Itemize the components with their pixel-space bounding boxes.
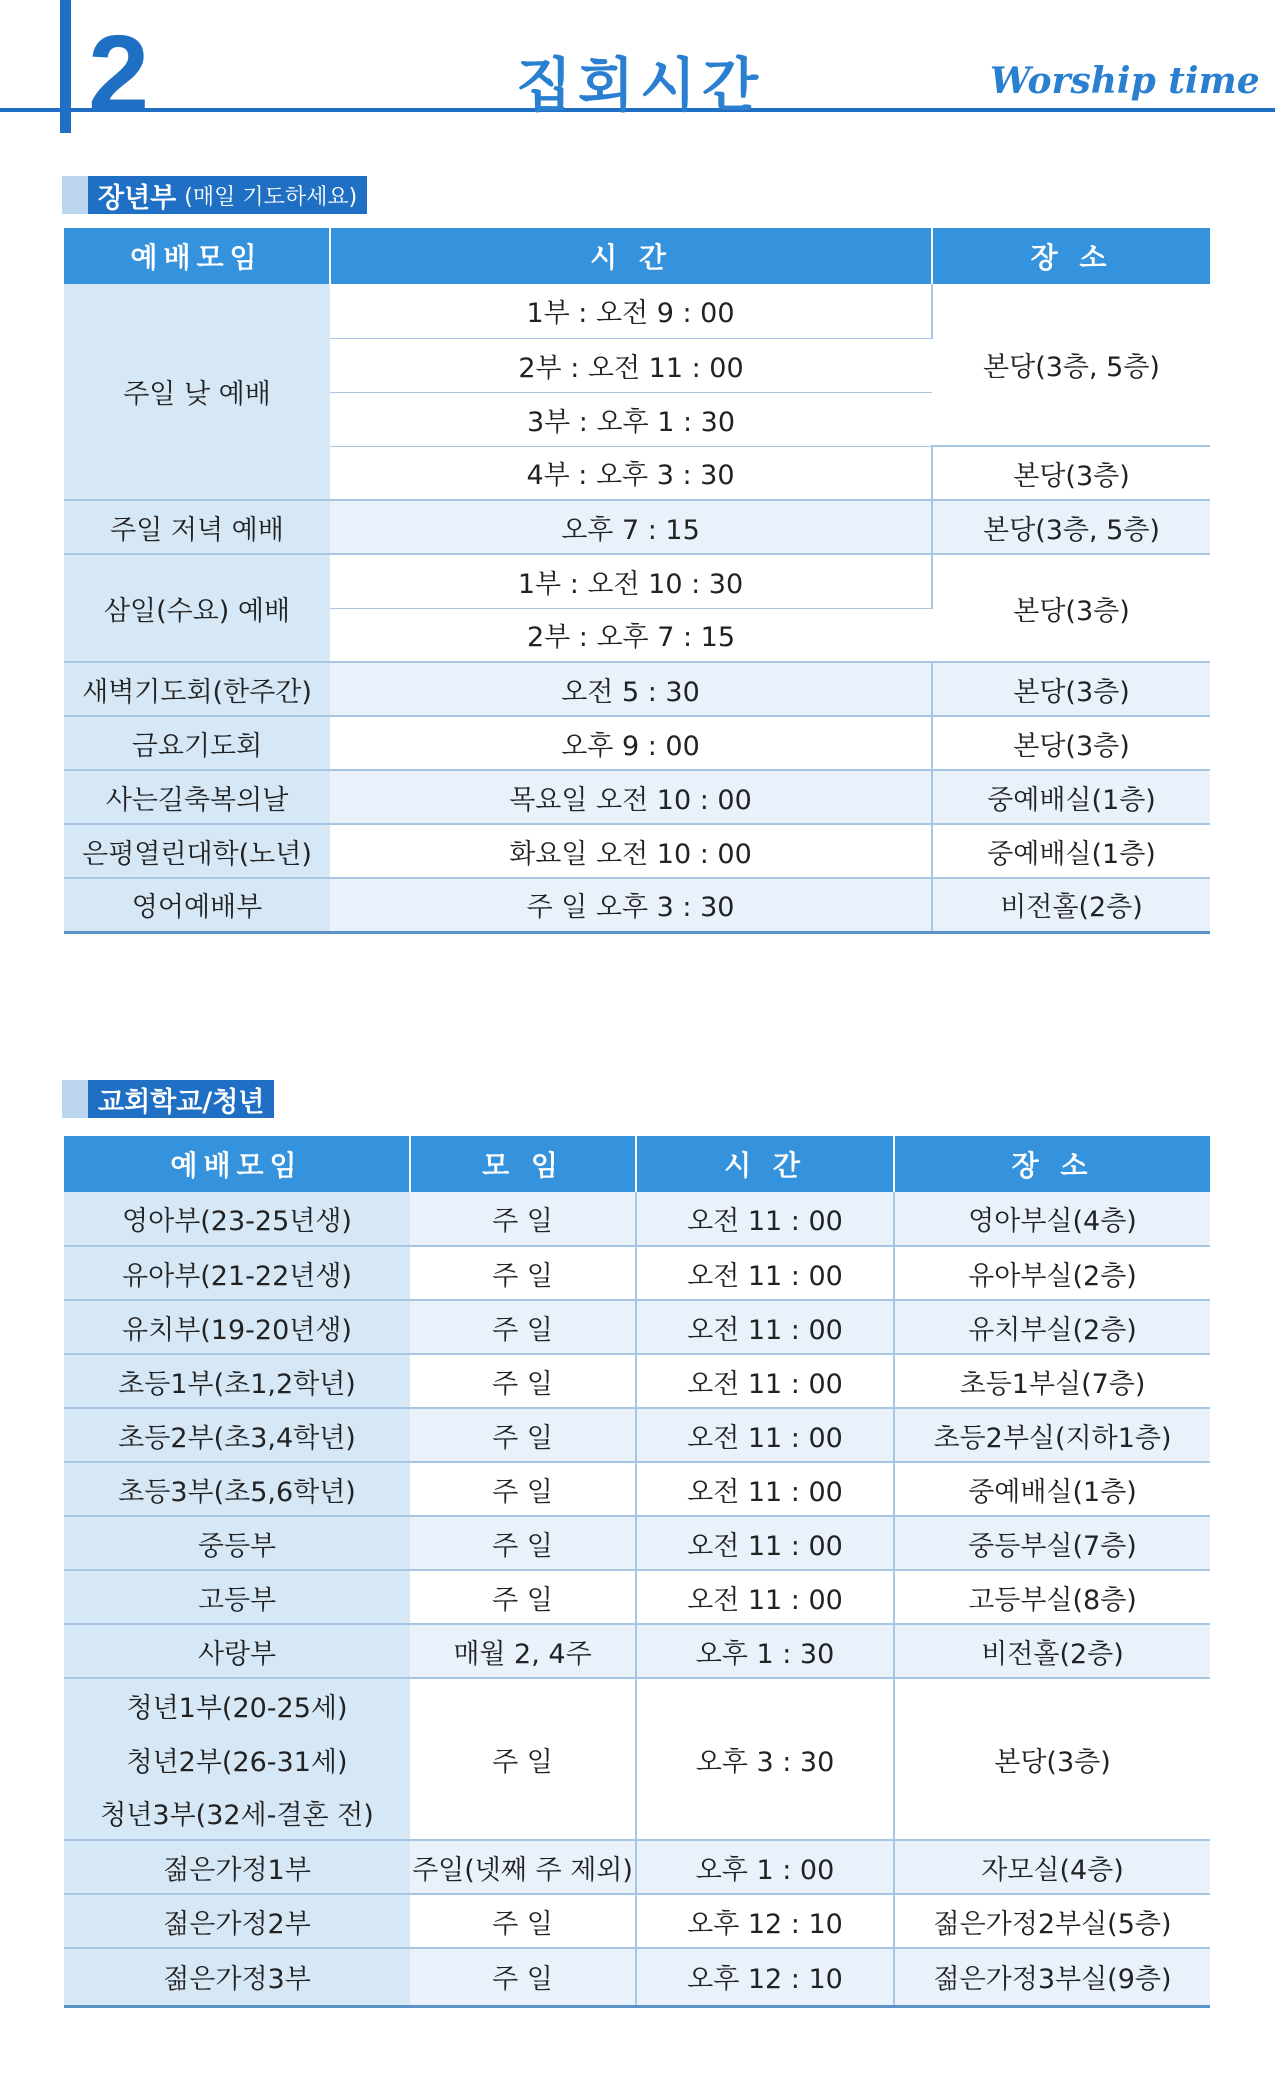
group-place: 유아부실(2층) bbox=[894, 1246, 1210, 1300]
table-row bbox=[64, 554, 1210, 608]
group-name: 영아부(23-25년생) bbox=[64, 1192, 410, 1246]
section-title-box bbox=[88, 1080, 274, 1118]
service-place: 본당(3층) bbox=[932, 554, 1210, 662]
col-header: 장 소 bbox=[932, 228, 1210, 284]
group-meet: 주 일 bbox=[410, 1408, 636, 1462]
group-time: 오전 11 : 00 bbox=[636, 1246, 894, 1300]
group-name: 초등3부(초5,6학년) bbox=[64, 1462, 410, 1516]
group-name: 초등1부(초1,2학년) bbox=[64, 1354, 410, 1408]
group-name: 유치부(19-20년생) bbox=[64, 1300, 410, 1354]
table-header-row bbox=[64, 1136, 1210, 1192]
group-name: 젊은가정1부 bbox=[64, 1840, 410, 1894]
group-place: 젊은가정2부실(5층) bbox=[894, 1894, 1210, 1948]
group-name: 청년1부(20-25세) bbox=[64, 1678, 410, 1732]
school-youth-schedule-table bbox=[64, 1136, 1210, 2008]
group-meet: 주 일 bbox=[410, 1354, 636, 1408]
table-row bbox=[64, 284, 1210, 338]
group-place: 자모실(4층) bbox=[894, 1840, 1210, 1894]
group-name: 청년3부(32세-결혼 전) bbox=[64, 1786, 410, 1840]
service-time: 2부 : 오후 7 : 15 bbox=[330, 608, 932, 662]
group-name: 청년2부(26-31세) bbox=[64, 1732, 410, 1786]
service-time: 화요일 오전 10 : 00 bbox=[330, 824, 932, 878]
service-place: 본당(3층) bbox=[932, 662, 1210, 716]
page-number: 2 bbox=[88, 13, 150, 136]
group-meet: 주일(넷째 주 제외) bbox=[410, 1840, 636, 1894]
service-place: 중예배실(1층) bbox=[932, 824, 1210, 878]
table-row bbox=[64, 1624, 1210, 1678]
section-label-adults bbox=[62, 176, 367, 214]
table-row bbox=[64, 1300, 1210, 1354]
group-meet: 주 일 bbox=[410, 1948, 636, 2006]
group-meet: 주 일 bbox=[410, 1894, 636, 1948]
section-accent bbox=[62, 1080, 88, 1118]
col-header: 예배모임 bbox=[64, 228, 330, 284]
group-name: 초등2부(초3,4학년) bbox=[64, 1408, 410, 1462]
group-name: 젊은가정2부 bbox=[64, 1894, 410, 1948]
group-place: 젊은가정3부실(9층) bbox=[894, 1948, 1210, 2006]
group-meet: 주 일 bbox=[410, 1516, 636, 1570]
group-time: 오후 1 : 30 bbox=[636, 1624, 894, 1678]
col-header: 예배모임 bbox=[64, 1136, 410, 1192]
group-time: 오후 3 : 30 bbox=[636, 1678, 894, 1840]
table-row bbox=[64, 1408, 1210, 1462]
col-header: 장 소 bbox=[894, 1136, 1210, 1192]
group-place: 비전홀(2층) bbox=[894, 1624, 1210, 1678]
service-name: 영어예배부 bbox=[64, 878, 330, 932]
group-time: 오전 11 : 00 bbox=[636, 1516, 894, 1570]
table-row bbox=[64, 824, 1210, 878]
group-meet: 주 일 bbox=[410, 1300, 636, 1354]
group-name: 젊은가정3부 bbox=[64, 1948, 410, 2006]
group-time: 오전 11 : 00 bbox=[636, 1300, 894, 1354]
group-time: 오후 1 : 00 bbox=[636, 1840, 894, 1894]
service-time: 주 일 오후 3 : 30 bbox=[330, 878, 932, 932]
group-time: 오후 12 : 10 bbox=[636, 1948, 894, 2006]
group-time: 오후 12 : 10 bbox=[636, 1894, 894, 1948]
service-name: 은평열린대학(노년) bbox=[64, 824, 330, 878]
service-time: 1부 : 오전 9 : 00 bbox=[330, 284, 932, 338]
col-header: 시 간 bbox=[636, 1136, 894, 1192]
group-place: 유치부실(2층) bbox=[894, 1300, 1210, 1354]
page-title: 집회시간 bbox=[515, 51, 765, 119]
section-title: 장년부 bbox=[98, 182, 177, 214]
section-title: 교회학교/청년 bbox=[98, 1086, 265, 1118]
service-time: 4부 : 오후 3 : 30 bbox=[330, 446, 932, 500]
group-place: 중등부실(7층) bbox=[894, 1516, 1210, 1570]
service-place: 본당(3층, 5층) bbox=[932, 284, 1210, 446]
section-label-school-youth bbox=[62, 1080, 274, 1118]
group-place: 고등부실(8층) bbox=[894, 1570, 1210, 1624]
service-time: 목요일 오전 10 : 00 bbox=[330, 770, 932, 824]
service-place: 본당(3층) bbox=[932, 716, 1210, 770]
group-meet: 주 일 bbox=[410, 1462, 636, 1516]
service-name: 삼일(수요) 예배 bbox=[64, 554, 330, 662]
group-name: 유아부(21-22년생) bbox=[64, 1246, 410, 1300]
table-row bbox=[64, 1246, 1210, 1300]
group-name: 중등부 bbox=[64, 1516, 410, 1570]
table-row bbox=[64, 662, 1210, 716]
service-place: 본당(3층, 5층) bbox=[932, 500, 1210, 554]
group-time: 오전 11 : 00 bbox=[636, 1354, 894, 1408]
header-accent-bar bbox=[60, 0, 71, 133]
service-time: 오후 7 : 15 bbox=[330, 500, 932, 554]
table-row bbox=[64, 1894, 1210, 1948]
group-time: 오전 11 : 00 bbox=[636, 1192, 894, 1246]
col-header: 시 간 bbox=[330, 228, 932, 284]
table-row bbox=[64, 1840, 1210, 1894]
table-row bbox=[64, 1678, 1210, 1732]
page-subtitle: Worship time bbox=[990, 60, 1260, 102]
col-header: 모 임 bbox=[410, 1136, 636, 1192]
table-row bbox=[64, 716, 1210, 770]
section-note: (매일 기도하세요) bbox=[184, 184, 358, 210]
table-row bbox=[64, 500, 1210, 554]
group-meet: 매월 2, 4주 bbox=[410, 1624, 636, 1678]
service-time: 2부 : 오전 11 : 00 bbox=[330, 338, 932, 392]
table-row bbox=[64, 1354, 1210, 1408]
group-time: 오전 11 : 00 bbox=[636, 1570, 894, 1624]
service-name: 주일 낮 예배 bbox=[64, 284, 330, 500]
table-row bbox=[64, 1192, 1210, 1246]
group-meet: 주 일 bbox=[410, 1246, 636, 1300]
group-time: 오전 11 : 00 bbox=[636, 1408, 894, 1462]
service-time: 오후 9 : 00 bbox=[330, 716, 932, 770]
service-name: 주일 저녁 예배 bbox=[64, 500, 330, 554]
service-place: 비전홀(2층) bbox=[932, 878, 1210, 932]
table-row bbox=[64, 1948, 1210, 2006]
group-meet: 주 일 bbox=[410, 1570, 636, 1624]
table-header-row bbox=[64, 228, 1210, 284]
group-name: 사랑부 bbox=[64, 1624, 410, 1678]
service-place: 본당(3층) bbox=[932, 446, 1210, 500]
service-time: 1부 : 오전 10 : 30 bbox=[330, 554, 932, 608]
section-accent bbox=[62, 176, 88, 214]
table-row bbox=[64, 878, 1210, 932]
group-place: 초등1부실(7층) bbox=[894, 1354, 1210, 1408]
table-row bbox=[64, 1516, 1210, 1570]
group-meet: 주 일 bbox=[410, 1192, 636, 1246]
group-place: 중예배실(1층) bbox=[894, 1462, 1210, 1516]
service-name: 금요기도회 bbox=[64, 716, 330, 770]
group-time: 오전 11 : 00 bbox=[636, 1462, 894, 1516]
table-row bbox=[64, 1462, 1210, 1516]
section-title-box bbox=[88, 176, 367, 214]
group-place: 영아부실(4층) bbox=[894, 1192, 1210, 1246]
service-place: 중예배실(1층) bbox=[932, 770, 1210, 824]
service-time: 오전 5 : 30 bbox=[330, 662, 932, 716]
group-name: 고등부 bbox=[64, 1570, 410, 1624]
group-place: 본당(3층) bbox=[894, 1678, 1210, 1840]
service-time: 3부 : 오후 1 : 30 bbox=[330, 392, 932, 446]
group-place: 초등2부실(지하1층) bbox=[894, 1408, 1210, 1462]
service-name: 새벽기도회(한주간) bbox=[64, 662, 330, 716]
table-row bbox=[64, 770, 1210, 824]
group-meet: 주 일 bbox=[410, 1678, 636, 1840]
table-row bbox=[64, 1570, 1210, 1624]
service-name: 사는길축복의날 bbox=[64, 770, 330, 824]
adult-schedule-table bbox=[64, 228, 1210, 934]
